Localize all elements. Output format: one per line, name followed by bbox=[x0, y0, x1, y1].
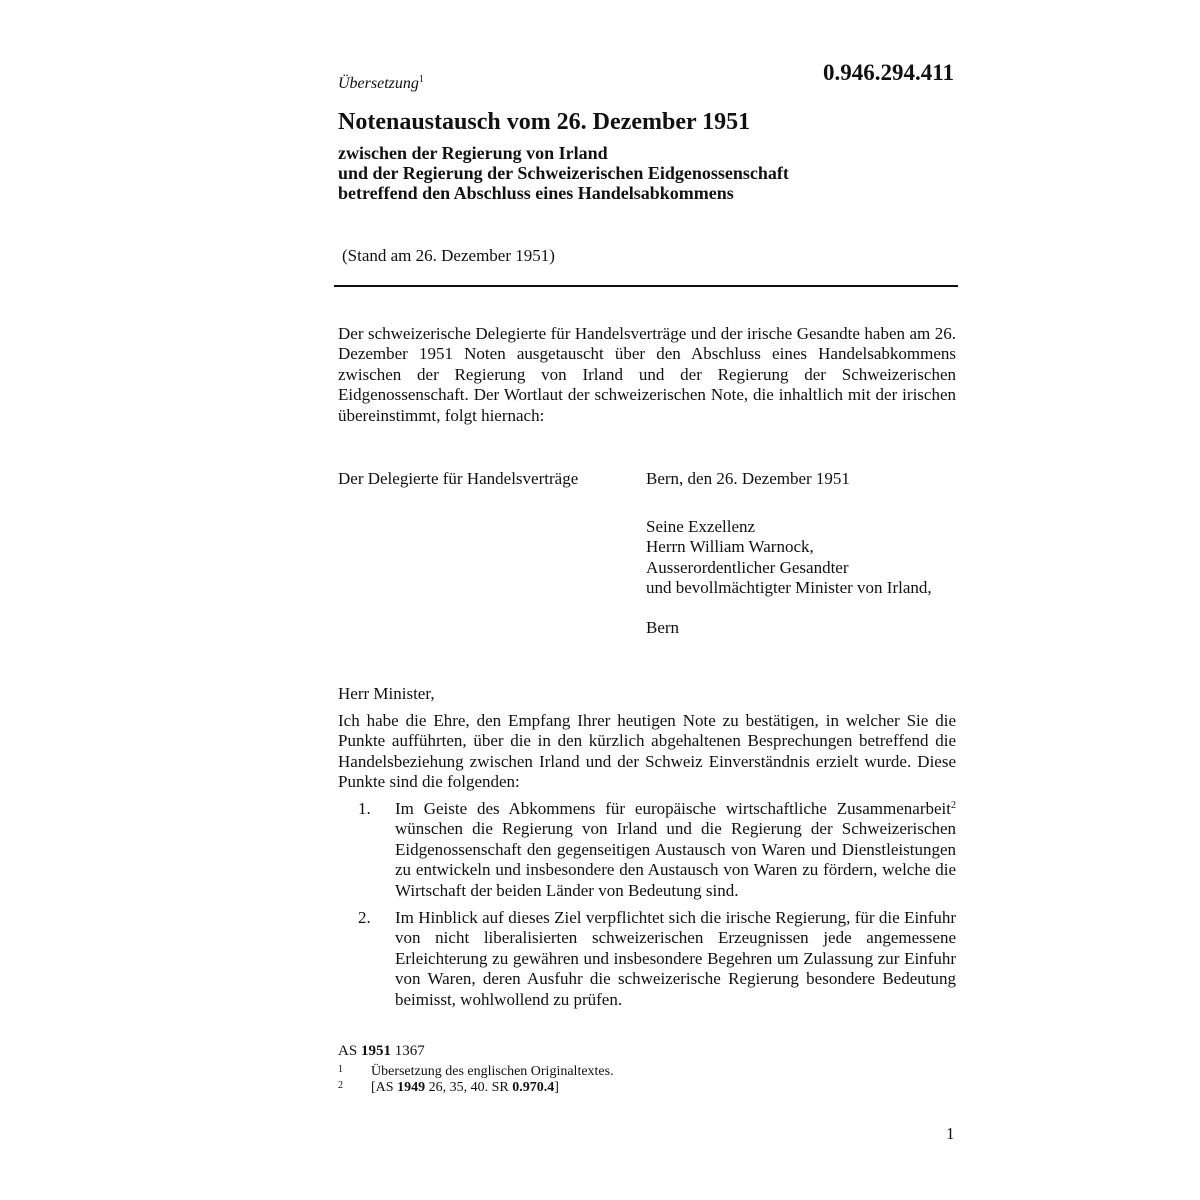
page-number: 1 bbox=[946, 1124, 955, 1143]
letter-sender: Der Delegierte für Handelsverträge bbox=[338, 469, 579, 488]
addressee-line: Seine Exzellenz bbox=[646, 517, 756, 536]
subtitle-line: betreffend den Abschluss eines Handelsabkommens bbox=[338, 183, 734, 203]
list-item-number: 2. bbox=[358, 908, 371, 927]
footnote-2 bbox=[338, 1080, 614, 1096]
addressee-line: Herrn William Warnock, bbox=[646, 537, 814, 557]
list-item bbox=[338, 799, 956, 901]
sr-number: 0.946.294.411 bbox=[823, 60, 954, 85]
as-reference: AS 1951 1367 bbox=[338, 1043, 425, 1059]
letter-body: Ich habe die Ehre, den Empfang Ihrer heutigen Note zu bestätigen, in welcher Sie die Punkte aufführten, über die in den kürzlich abgehaltenen Besprechungen betreffend die Handelsbeziehung zwischen Irland und der Schweiz Einverständnis erzielt wurde. Diese Punkte sind die folgenden: bbox=[338, 711, 956, 792]
footnotes bbox=[338, 1064, 614, 1096]
list-item-text: Im Geiste des Abkommens für europäische wirtschaftliche Zusammenarbeit$^2$ wünschen die Regierung von Irland und die Regierung der Schweizerischen Eidgenossenschaft den gegenseitigen Austausch von Waren und Dienstleistungen zu entwickeln und insbesondere den Austausch von Waren zu fördern, welche die Wirtschaft der beiden Länder von Bedeutung sind. bbox=[395, 799, 956, 900]
subtitle-line: und der Regierung der Schweizerischen Eidgenossenschaft bbox=[338, 163, 789, 183]
letter-dateline: Bern, den 26. Dezember 1951 bbox=[646, 469, 850, 488]
letter-addressee bbox=[646, 517, 932, 639]
intro-paragraph: Der schweizerische Delegierte für Handelsverträge und der irische Gesandte haben am 26. Dezember 1951 Noten ausgetauscht über den Abschluss eines Handelsabkommens zwischen der Regierung von Irland und der Regierung der Schweizerischen Eidgenossenschaft. Der Wortlaut der schweizerischen Note, die inhaltlich mit der irischen übereinstimmt, folgt hiernach: bbox=[338, 324, 956, 425]
status-note: (Stand am 26. Dezember 1951) bbox=[342, 246, 555, 265]
header-divider bbox=[334, 285, 958, 287]
subtitle-line: zwischen der Regierung von Irland bbox=[338, 143, 608, 163]
translation-label-text: Übersetzung bbox=[338, 75, 419, 92]
subtitle bbox=[338, 143, 789, 203]
letter-salutation: Herr Minister, bbox=[338, 684, 435, 703]
addressee-city: Bern bbox=[646, 618, 680, 638]
footnote-text: Übersetzung des englischen Originaltextes. bbox=[371, 1064, 614, 1079]
translation-label bbox=[338, 74, 424, 93]
footnote-mark: 2 bbox=[338, 1080, 343, 1091]
addressee-line: Ausserordentlicher Gesandter bbox=[646, 557, 849, 577]
list-item-text: Im Hinblick auf dieses Ziel verpflichtet sich die irische Regierung, für die Einfuhr von nicht liberalisierten schweizerischen Erzeugnissen jede angemessene Erleichterung zu gewähren und insbesondere Begehren um Zulassung zur Einfuhr von Waren, deren Ausfuhr die schweizerische Regierung besondere Bedeutung beimisst, wohlwollend zu prüfen. bbox=[395, 908, 956, 1009]
footnote-mark: 1 bbox=[338, 1064, 343, 1075]
page-title: Notenaustausch vom 26. Dezember 1951 bbox=[338, 109, 751, 135]
footnote-ref-1[interactable]: 1 bbox=[418, 74, 424, 85]
footnote-ref-2[interactable]: 2 bbox=[951, 800, 956, 811]
addressee-line: und bevollmächtigter Minister von Irland, bbox=[646, 578, 932, 598]
footnote-text: [AS 1949 26, 35, 40. SR 0.970.4] bbox=[371, 1080, 559, 1095]
list-item bbox=[338, 908, 956, 1010]
footnote-1 bbox=[338, 1064, 614, 1080]
list-item-number: 1. bbox=[358, 799, 371, 818]
